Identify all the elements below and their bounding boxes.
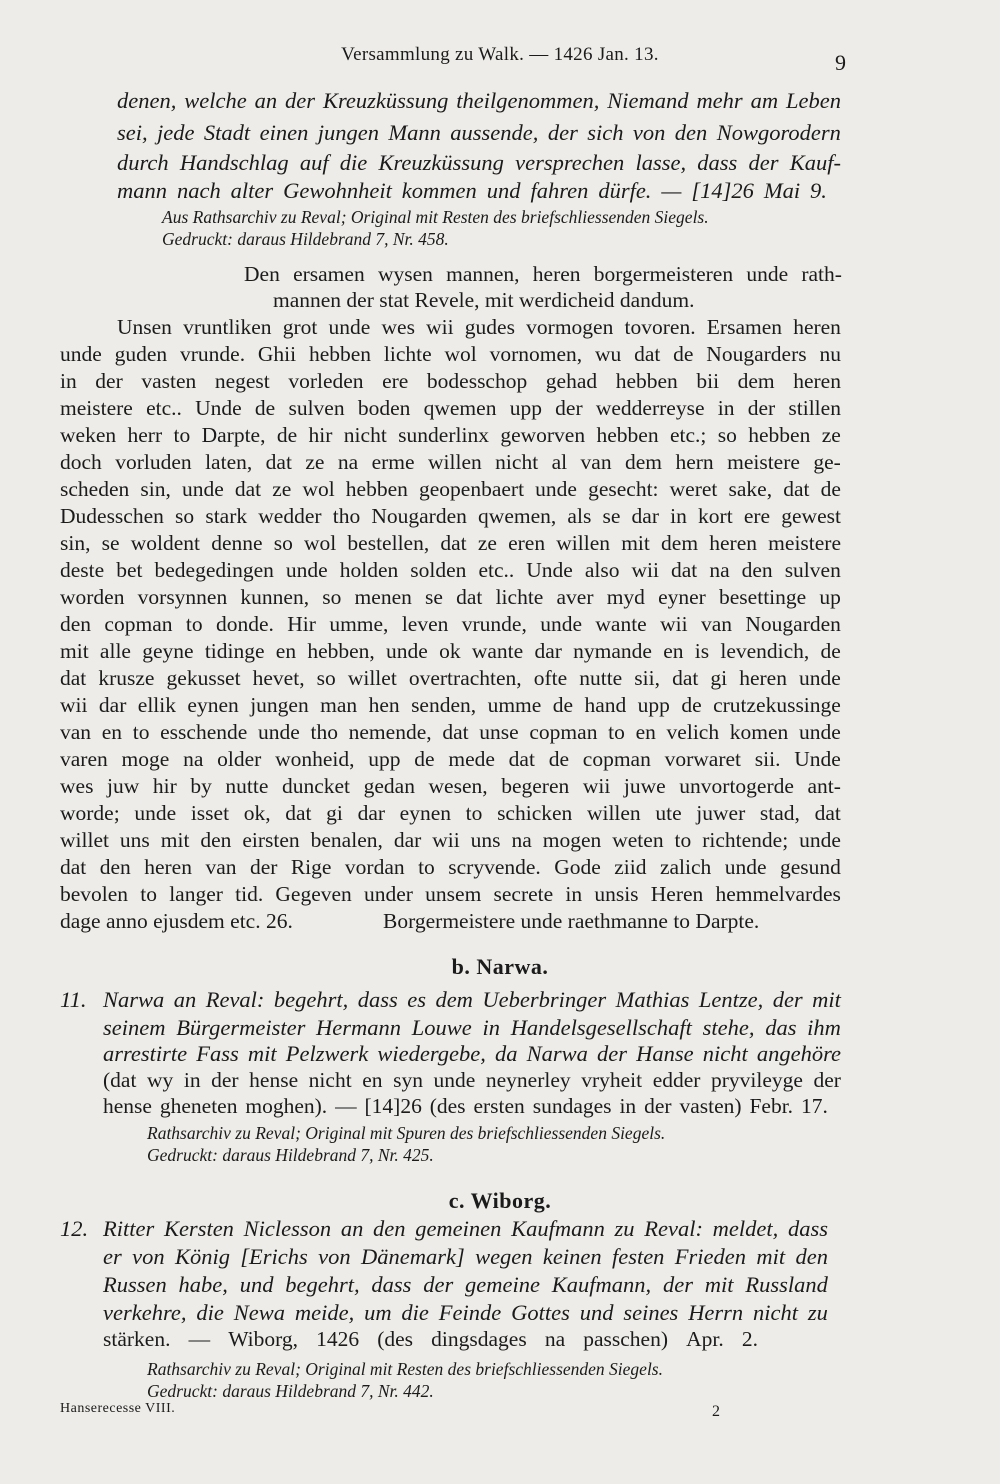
series-footer: Hanserecesse VIII. (60, 1401, 176, 1416)
page-number: 9 (835, 50, 846, 75)
text-line: sin, se woldent denne so wol bestellen, dat ze eren willen mit dem heren meistere (60, 531, 841, 555)
text-line: wes juw hir by nutte duncket gedan wesen, begeren wii juwe unvortogerde ant- (60, 774, 841, 798)
text-line: wii dar ellik eynen jungen man hen senden, umme de hand upp de crutzekussinge (60, 693, 841, 717)
text-line: varen moge na older wonheid, upp de mede dat de copman vorwaret sii. Unde (60, 747, 841, 771)
entry-number: 11. (60, 987, 87, 1012)
print-note: Gedruckt: daraus Hildebrand 7, Nr. 442. (147, 1381, 434, 1401)
abstract-line: sei, jede Stadt einen jungen Mann aussende, der sich von den Nowgorodern (117, 120, 841, 145)
abstract-line: (dat wy in der hense nicht en syn unde neynerley vryheit edder pryvileyge der (103, 1068, 841, 1092)
abstract-line: hense gheneten moghen). — [14]26 (des ersten sundages in der vasten) Febr. 17. (103, 1094, 828, 1118)
print-note: Gedruckt: daraus Hildebrand 7, Nr. 425. (147, 1145, 434, 1165)
text-line: worden vorsynnen kunnen, so menen se dat lichte aver myd eyner besettinge up (60, 585, 841, 609)
text-line: van en to esschende unde tho nemende, dat unse copman to en velich komen unde (60, 720, 841, 744)
source-note: Aus Rathsarchiv zu Reval; Original mit Resten des briefschliessenden Siegels. (162, 207, 709, 227)
text-line: unde guden vrunde. Ghii hebben lichte wol vornomen, wu dat de Nougarders nu (60, 342, 841, 366)
address-line: Den ersamen wysen mannen, heren borgermeisteren unde rath- (244, 262, 842, 286)
text-line: doch vorluden laten, dat ze na erme willen nicht al van dem hern meistere ge- (60, 450, 841, 474)
text-line: Unsen vruntliken grot unde wes wii gudes vormogen tovoren. Ersamen heren (117, 315, 841, 339)
abstract-line: er von König [Erichs von Dänemark] wegen keinen festen Frieden mit den (103, 1244, 828, 1269)
signature-mark: 2 (712, 1403, 721, 1420)
abstract-line: seinem Bürgermeister Hermann Louwe in Handelsgesellschaft stehe, das ihm (103, 1015, 841, 1040)
text-line: worde; unde isset ok, dat gi dar eynen to schicken willen ute juwer stad, dat (60, 801, 841, 825)
abstract-line: denen, welche an der Kreuzküssung theilgenommen, Niemand mehr am Leben (117, 88, 841, 113)
text-line: in der vasten negest vorleden ere bodesschop gehad hebben bii dem heren (60, 369, 841, 393)
text-line: dage anno ejusdem etc. 26. (60, 909, 293, 933)
text-line: weken herr to Darpte, de hir nicht sunderlinx geworven hebben etc.; so hebben ze (60, 423, 841, 447)
abstract-line: arrestirte Fass mit Pelzwerk wiedergebe, da Narwa der Hanse nicht angehöre (103, 1041, 841, 1066)
entry-number: 12. (60, 1216, 89, 1241)
text-line: willet uns mit den eirsten benalen, dar wii uns na mogen weten to richtende; unde (60, 828, 841, 852)
abstract-line: Russen habe, und begehrt, dass der gemeine Kaufmann, der mit Russland (103, 1272, 828, 1297)
abstract-line: mann nach alter Gewohnheit kommen und fahren dürfe. — [14]26 Mai 9. (117, 178, 827, 203)
source-note: Rathsarchiv zu Reval; Original mit Resten des briefschliessenden Siegels. (147, 1359, 663, 1379)
abstract-line: Narwa an Reval: begehrt, dass es dem Ueberbringer Mathias Lentze, der mit (103, 987, 841, 1012)
running-head: Versammlung zu Walk. — 1426 Jan. 13. (341, 44, 659, 65)
letter-signature: Borgermeistere unde raethmanne to Darpte. (383, 909, 760, 933)
section-heading: c. Wiborg. (448, 1188, 552, 1213)
abstract-line: durch Handschlag auf die Kreuzküssung versprechen lasse, dass der Kauf- (117, 150, 841, 175)
section-heading: b. Narwa. (451, 954, 549, 979)
text-line: meistere etc.. Unde de sulven boden qwemen upp der wedderreyse in der stillen (60, 396, 841, 420)
text-line: dat krusze gekusset hevet, so willet overtrachten, ofte nutte sii, dat gi heren unde (60, 666, 841, 690)
print-note: Gedruckt: daraus Hildebrand 7, Nr. 458. (162, 229, 449, 249)
text-line: mit alle geyne tidinge en hebben, unde ok wante dar nymande en is levendich, de (60, 639, 841, 663)
text-line: bevolen to langer tid. Gegeven under unsem secrete in unsis Heren hemmelvardes (60, 882, 841, 906)
text-line: scheden sin, unde dat ze wol hebben geopenbaert unde gesecht: weret sake, dat de (60, 477, 841, 501)
text-line: deste bet bedegedingen unde holden solden etc.. Unde also wii dat na den sulven (60, 558, 841, 582)
text-line: den copman to donde. Hir umme, leven vrunde, unde wante wii van Nougarden (60, 612, 841, 636)
abstract-line: stärken. — Wiborg, 1426 (des dingsdages na passchen) Apr. 2. (103, 1327, 758, 1351)
text-line: dat den heren van der Rige vordan to scryvende. Gode ziid zalich unde gesund (60, 855, 841, 879)
text-line: Dudesschen so stark wedder tho Nougarden qwemen, als se dar in kort ere gewest (60, 504, 841, 528)
abstract-line: Ritter Kersten Niclesson an den gemeinen Kaufmann zu Reval: meldet, dass (103, 1216, 828, 1241)
abstract-line: verkehre, die Newa meide, um die Feinde Gottes und seines Herrn nicht zu (103, 1300, 828, 1325)
address-line: mannen der stat Revele, mit werdicheid dandum. (273, 288, 695, 312)
source-note: Rathsarchiv zu Reval; Original mit Spuren des briefschliessenden Siegels. (147, 1123, 666, 1143)
